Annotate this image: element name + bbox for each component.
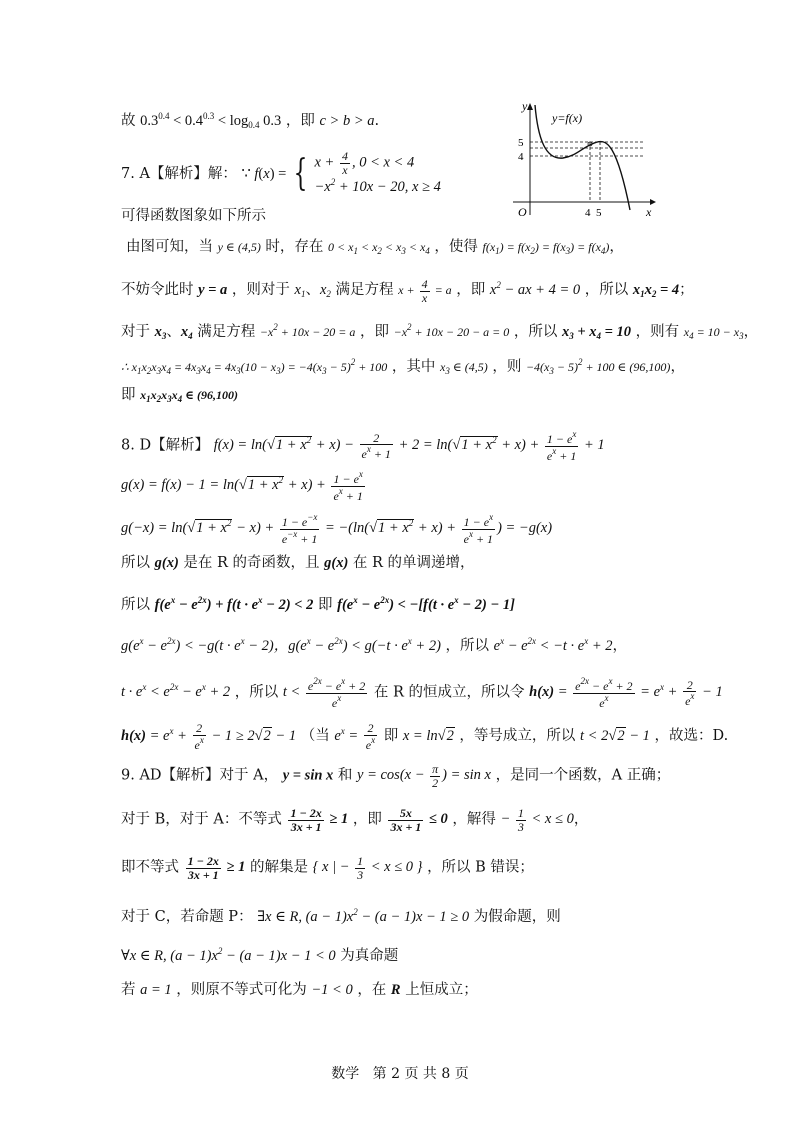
q8-line3: $g(-x) = \ln(√1 + x^2 - x)$ + $\frac{1 - e^{-x}}{e^{-x} + 1}$ = $-(\ln(√1 + x^2 + x)$ + $\frac{1 - e^x}{e^x + 1}$ ) = −g(x) (121, 512, 553, 546)
tick-y-5: 5 (518, 137, 524, 149)
footer-page-number: 第 2 页 共 8 页 (372, 1066, 469, 1082)
function-graph (508, 100, 658, 220)
origin-label: O (518, 205, 527, 219)
q8-line5: 所以 g(x) 是在 R 的奇函数，且 g(x) 在 R 的单调递增， (121, 555, 475, 571)
q9-line6: 若 a = 1 ，则原不等式可化为 −1 < 0 ，在 R 上恒成立； (121, 982, 478, 998)
q9-line5: ∀x ∈ R, $(a - 1)x^2 - (a - 1)x - 1 < 0$ 为真命题 (121, 946, 399, 964)
q9-label: 9. AD【解析】对于 A， (121, 767, 279, 784)
q8-line9: $h(x) = e^x$ + $\frac{2}{e^x}$ − 1 ≥ 2√2 − 1 （当 $e^x$ = $\frac{2}{e^x}$ 即 x = ln√2 ，等号成立，所以 t < 2√2 − 1 ，故选：D. (121, 721, 729, 752)
tick-x-4: 4 (585, 207, 591, 219)
page-footer (0, 1063, 800, 1083)
q7-line4: 不妨令此时 y = a ，则对于 $x_1$、$x_2$ 满足方程 x + $\frac{4}{x}$ = a ，即 $x^2$ − ax + 4 = 0 ，所以 $x_1x_2 = 4$； (121, 277, 694, 305)
q8-line1: 8. D【解析】 $f(x) = \ln(√1 + x^2 + x)$ − $\frac{2}{e^x + 1}$ + $2 = \ln(√1 + x^2 + x)$ + $\frac{1 - e^x}{e^x + 1}$ + 1 (121, 429, 605, 463)
q8-label: 8. D【解析】 (121, 437, 210, 454)
q9-line2: 对于 B，对于 A：不等式 $\frac{1 - 2x}{3x + 1}$ ≥ 1 ，即 $\frac{5x}{3x + 1}$ ≤ 0 ，解得 − $\frac{1}{3}$ < x ≤ 0， (121, 806, 589, 834)
tick-x-5: 5 (596, 207, 602, 219)
q8-line7: $g(e^x - e^{2x}) < -g(t \cdot e^x - 2)$，$g(e^x - e^{2x}) < g(-t \cdot e^x + 2)$ ，所以 $e^x - e^{2x} < -t \cdot e^x + 2$， (121, 636, 628, 654)
q9-line3: 即不等式 $\frac{1 - 2x}{3x + 1}$ ≥ 1 的解集是 { x | − $\frac{1}{3}$ < x ≤ 0 } ，所以 B 错误； (121, 854, 534, 882)
tick-y-4: 4 (518, 151, 524, 163)
q7-line7: 即 $x_1x_2x_3x_4$ ∈ (96,100) (121, 387, 238, 404)
q8-line6: 所以 $f(e^x - e^{2x}) + f(t \cdot e^x - 2) < 2$ 即 $f(e^x - e^{2x}) < -[f(t \cdot e^x - 2) - 1]$ (121, 595, 515, 613)
q7-definition: 7. A【解析】解： ∵ f(x) = { x + $\frac{4}{x}$ , 0 < x < 4 $-x^2 + 10x - 20$, x ≥ 4 (121, 149, 441, 196)
function-label: y=f(x) (552, 111, 583, 125)
q7-line3: 由图可知，当 y ∈ (4,5) 时，存在 $0 < x_1 < x_2 < x_3 < x_4$ ，使得 $f(x_1) = f(x_2) = f(x_3) = f(x_4)$， (126, 239, 624, 256)
q7-graph-intro: 可得函数图象如下所示 (121, 208, 266, 224)
q8-line8: $t \cdot e^x < e^{2x} - e^x + 2$ ，所以 t < $\frac{e^{2x} - e^x + 2}{e^x}$ 在 R 的恒成立，所以令 h(x) = $\frac{e^{2x} - e^x + 2}{e^x}$ = $e^x$ + $\frac{2}{e^x}$ − 1 (121, 676, 723, 710)
axis-y-label: y (522, 100, 528, 113)
line-log-compare: 故 $0.3^{0.4} < 0.4^{0.3} < \log_{0.4} 0.3$ ，即 c > b > a. (121, 111, 380, 130)
footer-subject: 数学 (331, 1066, 360, 1082)
q7-line6: ∴ $x_1x_2x_3x_4 = 4x_3x_4 = 4x_3(10 - x_3) = -4(x_3 - 5)^2 + 100$ ，其中 $x_3$ ∈ (4,5) ，则 $-4(x_3 - 5)^2 + 100$ ∈ (96,100)， (121, 357, 685, 376)
q7-label: 7. A【解析】解： (121, 166, 237, 183)
q8-line2: $g(x) = f(x) - 1 = \ln(√1 + x^2 + x)$ + $\frac{1 - e^x}{e^x + 1}$ (121, 469, 363, 503)
q7-line5: 对于 $x_3$、$x_4$ 满足方程 $-x^2 + 10x - 20 = a$ ，即 $-x^2 + 10x - 20 - a = 0$ ，所以 $x_3 + x_4 = 10$ ，则有 $x_4 = 10 - x_3$， (121, 322, 759, 341)
q9-line1: 9. AD【解析】对于 A， y = sin x 和 y = cos(x − $\frac{\pi}{2}$ ) = sin x ，是同一个函数，A 正确； (121, 762, 671, 790)
q9-line4: 对于 C，若命题 P： ∃x ∈ R, $(a - 1)x^2 - (a - 1)x - 1 \ge 0$ 为假命题，则 (121, 907, 561, 925)
axis-x-label: x (646, 205, 652, 219)
